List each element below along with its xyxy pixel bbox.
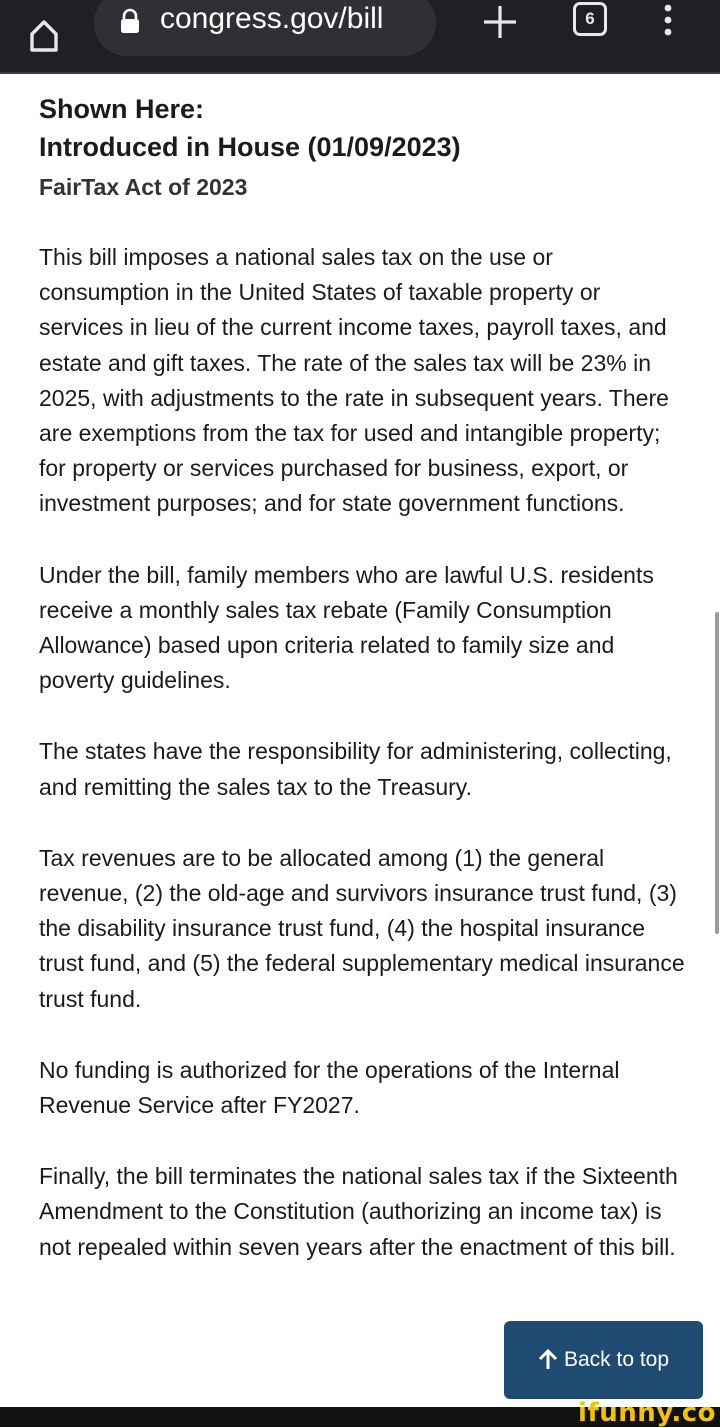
lock-icon <box>119 8 141 39</box>
shown-here-label: Shown Here: <box>39 94 205 124</box>
home-icon[interactable] <box>18 12 70 58</box>
summary-paragraph: The states have the responsibility for administering, collecting, and remitting the sales tax to the Treasury. <box>39 738 672 800</box>
summary-paragraph: Finally, the bill terminates the national sales tax if the Sixteenth Amendment to the Constitution (authorizing an income tax) is not repealed within seven years after the enactment of this bill. <box>39 1163 678 1260</box>
summary-paragraph: This bill imposes a national sales tax on the use or consumption in the United States of taxable property or services in lieu of the current income taxes, payroll taxes, and estate and gift taxes. The rate of the sales tax will be 23% in 2025, with adjustments to the rate in subsequent years. There are exemptions from the tax for used and intangible property; for property or services purchased for business, export, or investment purposes; and for state government functions. <box>39 244 669 517</box>
more-vert-icon[interactable] <box>658 0 678 40</box>
summary-paragraph: Tax revenues are to be allocated among (1) the general revenue, (2) the old-age and survivors insurance trust fund, (3) the disability insurance trust fund, (4) the hospital insurance trust fund, and (5) the federal supplementary medical insurance trust fund. <box>39 844 685 1012</box>
arrow-up-icon <box>538 1349 558 1371</box>
summary-paragraph: Under the bill, family members who are lawful U.S. residents receive a monthly sales tax rebate (Family Consumption Allowance) based upon criteria related to family size and poverty guidelines. <box>39 561 654 694</box>
bill-version: Introduced in House (01/09/2023) <box>39 132 461 162</box>
scrollbar[interactable] <box>715 612 719 934</box>
summary-paragraph: No funding is authorized for the operations of the Internal Revenue Service after FY2027. <box>39 1056 620 1119</box>
plus-icon[interactable] <box>480 2 520 42</box>
browser-toolbar <box>0 0 720 74</box>
back-to-top-label: Back to top <box>563 1348 670 1371</box>
bill-summary <box>39 90 689 1265</box>
bill-title: FairTax Act of 2023 <box>39 174 248 200</box>
tabs-icon[interactable]: 6 <box>573 2 607 36</box>
ifunny-watermark: ifunny.co <box>578 1398 716 1428</box>
back-to-top-button[interactable] <box>504 1321 703 1399</box>
url-text[interactable]: congress.gov/bill <box>160 2 384 35</box>
